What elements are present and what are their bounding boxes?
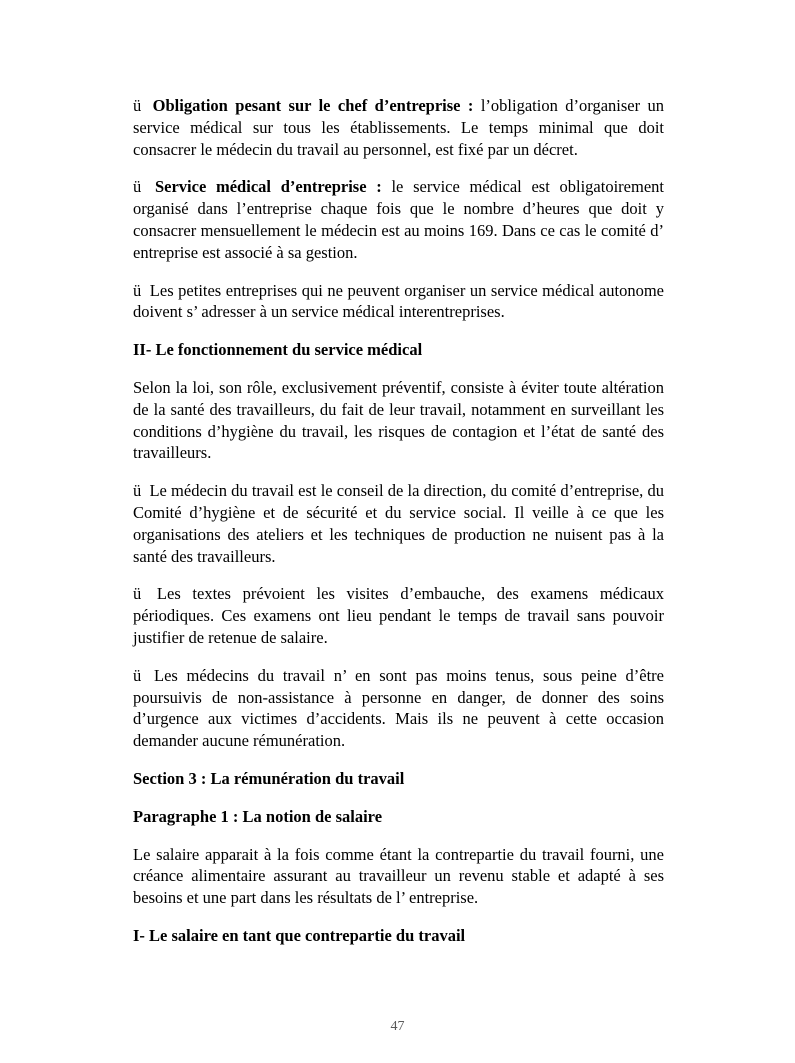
paragraph-text: Les textes prévoient les visites d’embauche, des examens médicaux périodiques. Ces examens ont lieu pendant le temps de travail sans pouvoir justifier de retenue de salaire. [133,584,664,647]
bullet-paragraph-soins-urgence [133,665,664,752]
section-heading-notion-salaire: Paragraphe 1 : La notion de salaire [133,806,383,826]
paragraph-lead: Service médical d’entreprise : [154,177,382,197]
page-footer [0,1018,795,1036]
checkmark-bullet: ü [133,177,142,197]
checkmark-bullet: ü [133,665,142,685]
bullet-paragraph-visites [133,583,664,648]
paragraph-text: le service médical est obligatoirement organisé dans l’entreprise chaque fois que le nombre d’heures que doit y consacrer mensuellement le médecin est au moins 169. Dans ce cas le comité d’ entreprise est associé à sa gestion. [133,177,664,262]
paragraph-text: Les petites entreprises qui ne peuvent organiser un service médical autonome doivent s’ adresser à un service médical interentreprises. [133,280,665,322]
paragraph-text: Le médecin du travail est le conseil de la direction, du comité d’entreprise, du Comité d’hygiène et de sécurité et du service social. Il veille à ce que les organisations des ateliers et les techniques de production ne nuisent pas à la santé des travailleurs. [133,481,664,566]
checkmark-bullet: ü [133,481,142,501]
paragraph-text: Les médecins du travail n’ en sont pas moins tenus, sous peine d’être poursuivis de non-assistance à personne en danger, de donner des soins d’urgence aux victimes d’accidents. Mais ils ne peuvent à cette occasion demander aucune rémunération. [133,665,664,751]
body-paragraph-role-preventif: Selon la loi, son rôle, exclusivement préventif, consiste à éviter toute altération de la santé des travailleurs, du fait de leur travail, notamment en surveillant les conditions d’hygiène du travail, les risques de contagion et l’état de santé des travailleurs. [133,377,664,463]
document-body [133,95,664,963]
section-heading-contrepartie: I- Le salaire en tant que contrepartie du travail [133,925,466,945]
bullet-paragraph-medecin-conseil [133,480,664,567]
page-number: 47 [390,1019,405,1034]
bullet-paragraph-petites-entreprises [133,280,664,324]
bullet-paragraph-obligation [133,95,664,160]
checkmark-bullet: ü [133,584,142,604]
checkmark-bullet: ü [133,280,142,300]
paragraph-lead: Obligation pesant sur le chef d’entreprise : [152,96,474,115]
paragraph-text: l’obligation d’organiser un service médical sur tous les établissements. Le temps minimal que doit consacrer le médecin du travail au personnel, est fixé par un décret. [133,96,665,159]
body-paragraph-salaire: Le salaire apparait à la fois comme étant la contrepartie du travail fourni, une créance alimentaire assurant au travailleur un revenu stable et adapté à ses besoins et une part dans les résultats de l’ entreprise. [133,844,664,908]
section-heading-remuneration: Section 3 : La rémunération du travail [133,768,405,788]
bullet-paragraph-service-medical [133,176,664,263]
checkmark-bullet: ü [133,96,142,115]
section-heading-fonctionnement: II- Le fonctionnement du service médical [133,340,423,360]
